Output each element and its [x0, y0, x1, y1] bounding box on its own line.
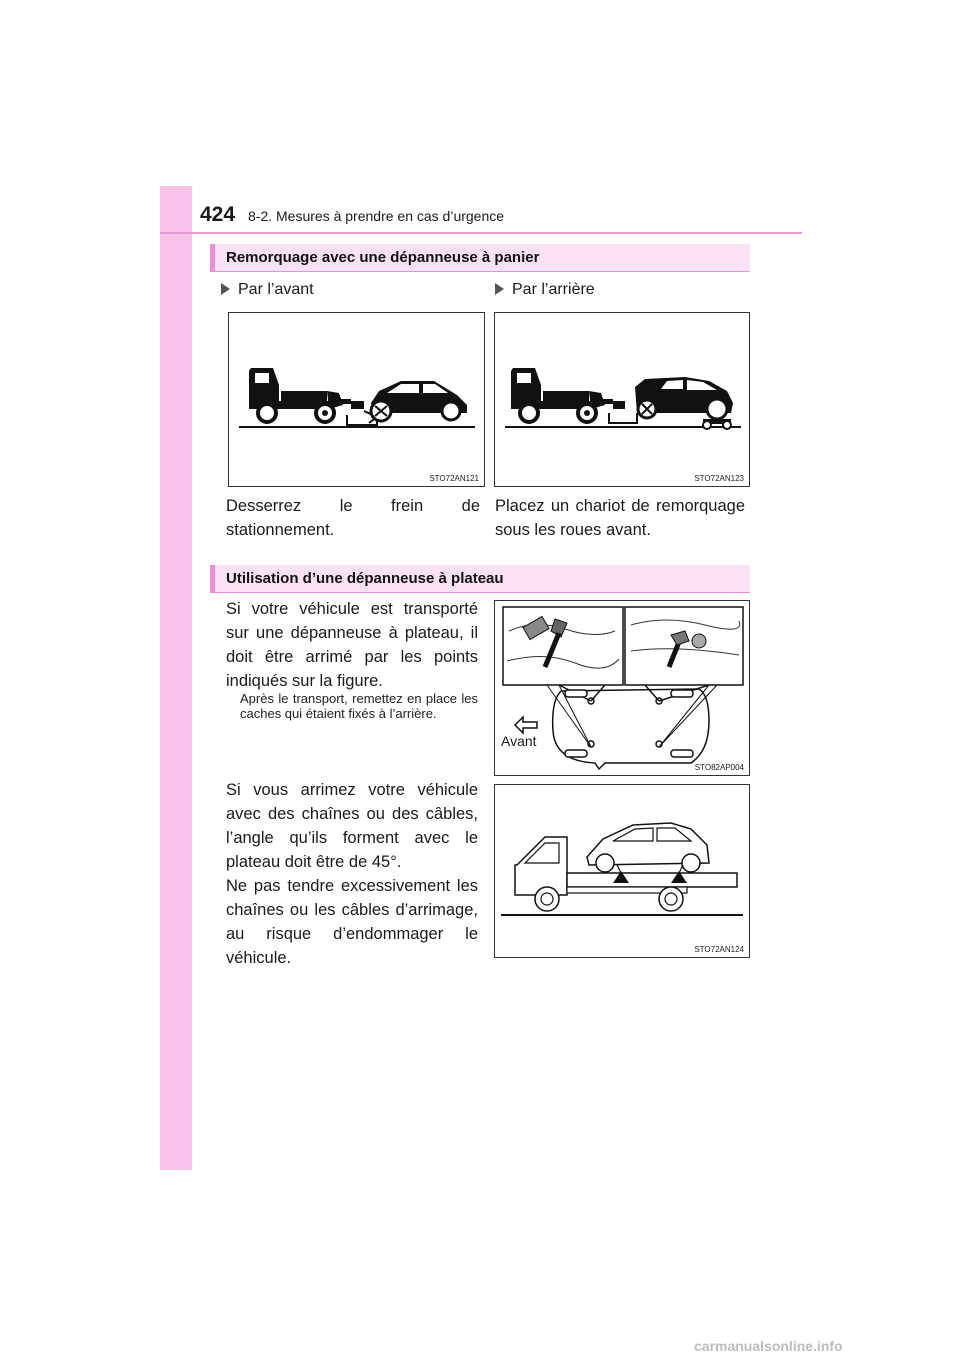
paragraph-do-not-overtighten: Ne pas tendre excessivement les chaînes ou les câbles d’arrimage, au risque d’endommager le véhicule. — [226, 877, 478, 967]
watermark: carmanualsonline.info — [694, 1338, 843, 1354]
figure-flatbed-truck — [494, 784, 750, 958]
figure-code: STO72AN124 — [694, 945, 744, 954]
subheading-rear — [495, 281, 595, 299]
front-arrow-icon — [515, 717, 537, 733]
paragraph-chain-angle: Si vous arrimez votre véhicule avec des chaînes ou des câbles, l’angle qu’ils forment avec le plateau doit être de 45°. — [226, 781, 478, 871]
subheading-rear-label: Par l’arrière — [512, 281, 595, 298]
subheading-front — [221, 281, 314, 299]
flatbed-truck-illustration — [495, 785, 749, 957]
triangle-bullet-icon — [221, 283, 230, 295]
paragraph-flatbed-tiedown: Si votre véhicule est transporté sur une dépanneuse à plateau, il doit être arrimé par les points indiqués sur la figure. — [226, 600, 478, 690]
subheading-front-label: Par l’avant — [238, 281, 314, 298]
chapter-tab-bar — [160, 186, 192, 1170]
tow-truck-rear-illustration — [495, 313, 749, 486]
tow-truck-front-illustration — [229, 313, 484, 486]
page-number: 424 — [200, 203, 236, 226]
note-replace-covers: Après le transport, remettez en place les caches qui étaient fixés à l’arrière. — [240, 691, 478, 721]
figure-code: STO72AN123 — [694, 474, 744, 483]
figure-code: STO72AN121 — [429, 474, 479, 483]
chapter-title: 8-2. Mesures à prendre en cas d’urgence — [248, 208, 505, 224]
caption-rear: Placez un chariot de remorquage sous les roues avant. — [495, 497, 745, 539]
figure-tow-rear — [494, 312, 750, 487]
section-heading-flatbed: Utilisation d’une dépanneuse à plateau — [210, 565, 750, 593]
figure-tow-front — [228, 312, 485, 487]
header-divider — [160, 232, 802, 234]
figure-code: STO82AP004 — [694, 763, 744, 772]
section-heading-dolly-tow: Remorquage avec une dépanneuse à panier — [210, 244, 750, 272]
figure-tiedown-points — [494, 600, 750, 776]
triangle-bullet-icon — [495, 283, 504, 295]
front-label: Avant — [501, 733, 537, 749]
caption-front: Desserrez le frein de stationnement. — [226, 497, 480, 539]
